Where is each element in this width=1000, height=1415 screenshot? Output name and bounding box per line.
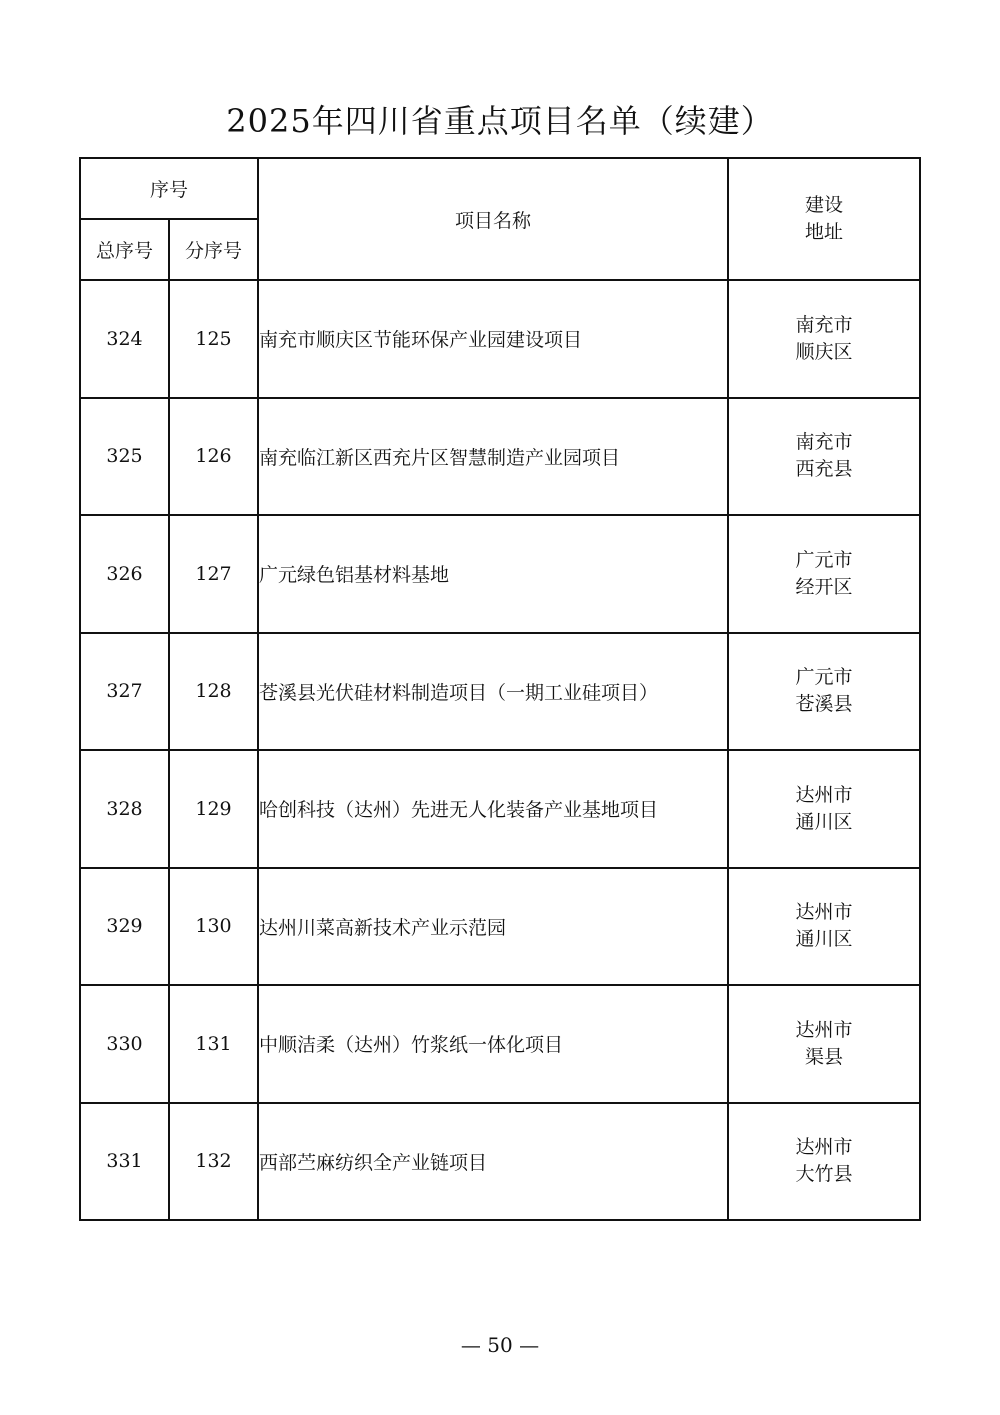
table-row (80, 985, 920, 1103)
location-district: 顺庆区 (795, 340, 853, 363)
sub-seq-cell: 127 (169, 515, 258, 633)
table-row (80, 280, 920, 398)
total-seq-cell: 324 (80, 280, 169, 398)
header-project-name: 项目名称 (258, 158, 728, 280)
header-location-line2: 地址 (805, 221, 844, 243)
page-number: — 50 — (460, 1333, 540, 1357)
sub-seq-cell: 130 (169, 868, 258, 986)
header-row (80, 158, 920, 219)
location-district: 苍溪县 (795, 693, 853, 716)
sub-seq-cell: 128 (169, 633, 258, 751)
total-seq-cell: 327 (80, 633, 169, 751)
project-name-cell: 南充临江新区西充片区智慧制造产业园项目 (258, 398, 728, 516)
location-cell (728, 633, 920, 751)
location-city: 达州市 (795, 1136, 853, 1159)
total-seq-cell: 329 (80, 868, 169, 986)
table-row (80, 750, 920, 868)
location-cell (728, 868, 920, 986)
location-cell (728, 515, 920, 633)
header-total-seq: 总序号 (80, 219, 169, 280)
project-name-cell: 哈创科技（达州）先进无人化装备产业基地项目 (258, 750, 728, 868)
table-row (80, 1103, 920, 1221)
header-location (728, 158, 920, 280)
location-district: 渠县 (805, 1045, 844, 1068)
project-name-cell: 中顺洁柔（达州）竹浆纸一体化项目 (258, 985, 728, 1103)
header-sub-seq: 分序号 (169, 219, 258, 280)
location-district: 经开区 (795, 575, 853, 598)
table-row (80, 515, 920, 633)
header-seq-group: 序号 (80, 158, 258, 219)
total-seq-cell: 328 (80, 750, 169, 868)
location-cell (728, 280, 920, 398)
location-city: 达州市 (795, 783, 853, 806)
table-row (80, 868, 920, 986)
location-cell (728, 1103, 920, 1221)
project-name-cell: 西部苎麻纺织全产业链项目 (258, 1103, 728, 1221)
location-cell (728, 750, 920, 868)
location-city: 南充市 (795, 313, 853, 336)
sub-seq-cell: 132 (169, 1103, 258, 1221)
table-row (80, 398, 920, 516)
total-seq-cell: 326 (80, 515, 169, 633)
location-city: 达州市 (795, 901, 853, 924)
total-seq-cell: 331 (80, 1103, 169, 1221)
location-city: 广元市 (795, 548, 853, 571)
header-location-line1: 建设 (805, 194, 844, 216)
sub-seq-cell: 129 (169, 750, 258, 868)
sub-seq-cell: 131 (169, 985, 258, 1103)
project-table (79, 157, 921, 1221)
project-name-cell: 苍溪县光伏硅材料制造项目（一期工业硅项目） (258, 633, 728, 751)
total-seq-cell: 330 (80, 985, 169, 1103)
project-name-cell: 广元绿色铝基材料基地 (258, 515, 728, 633)
page-title: 2025年四川省重点项目名单（续建） (226, 102, 774, 140)
location-district: 西充县 (795, 458, 853, 481)
project-name-cell: 达州川菜高新技术产业示范园 (258, 868, 728, 986)
location-district: 大竹县 (795, 1163, 853, 1186)
project-name-cell: 南充市顺庆区节能环保产业园建设项目 (258, 280, 728, 398)
table-row (80, 633, 920, 751)
location-city: 南充市 (795, 431, 853, 454)
location-district: 通川区 (795, 928, 853, 951)
sub-seq-cell: 126 (169, 398, 258, 516)
location-cell (728, 398, 920, 516)
location-district: 通川区 (795, 810, 853, 833)
total-seq-cell: 325 (80, 398, 169, 516)
location-city: 达州市 (795, 1018, 853, 1041)
sub-seq-cell: 125 (169, 280, 258, 398)
location-cell (728, 985, 920, 1103)
location-city: 广元市 (795, 666, 853, 689)
